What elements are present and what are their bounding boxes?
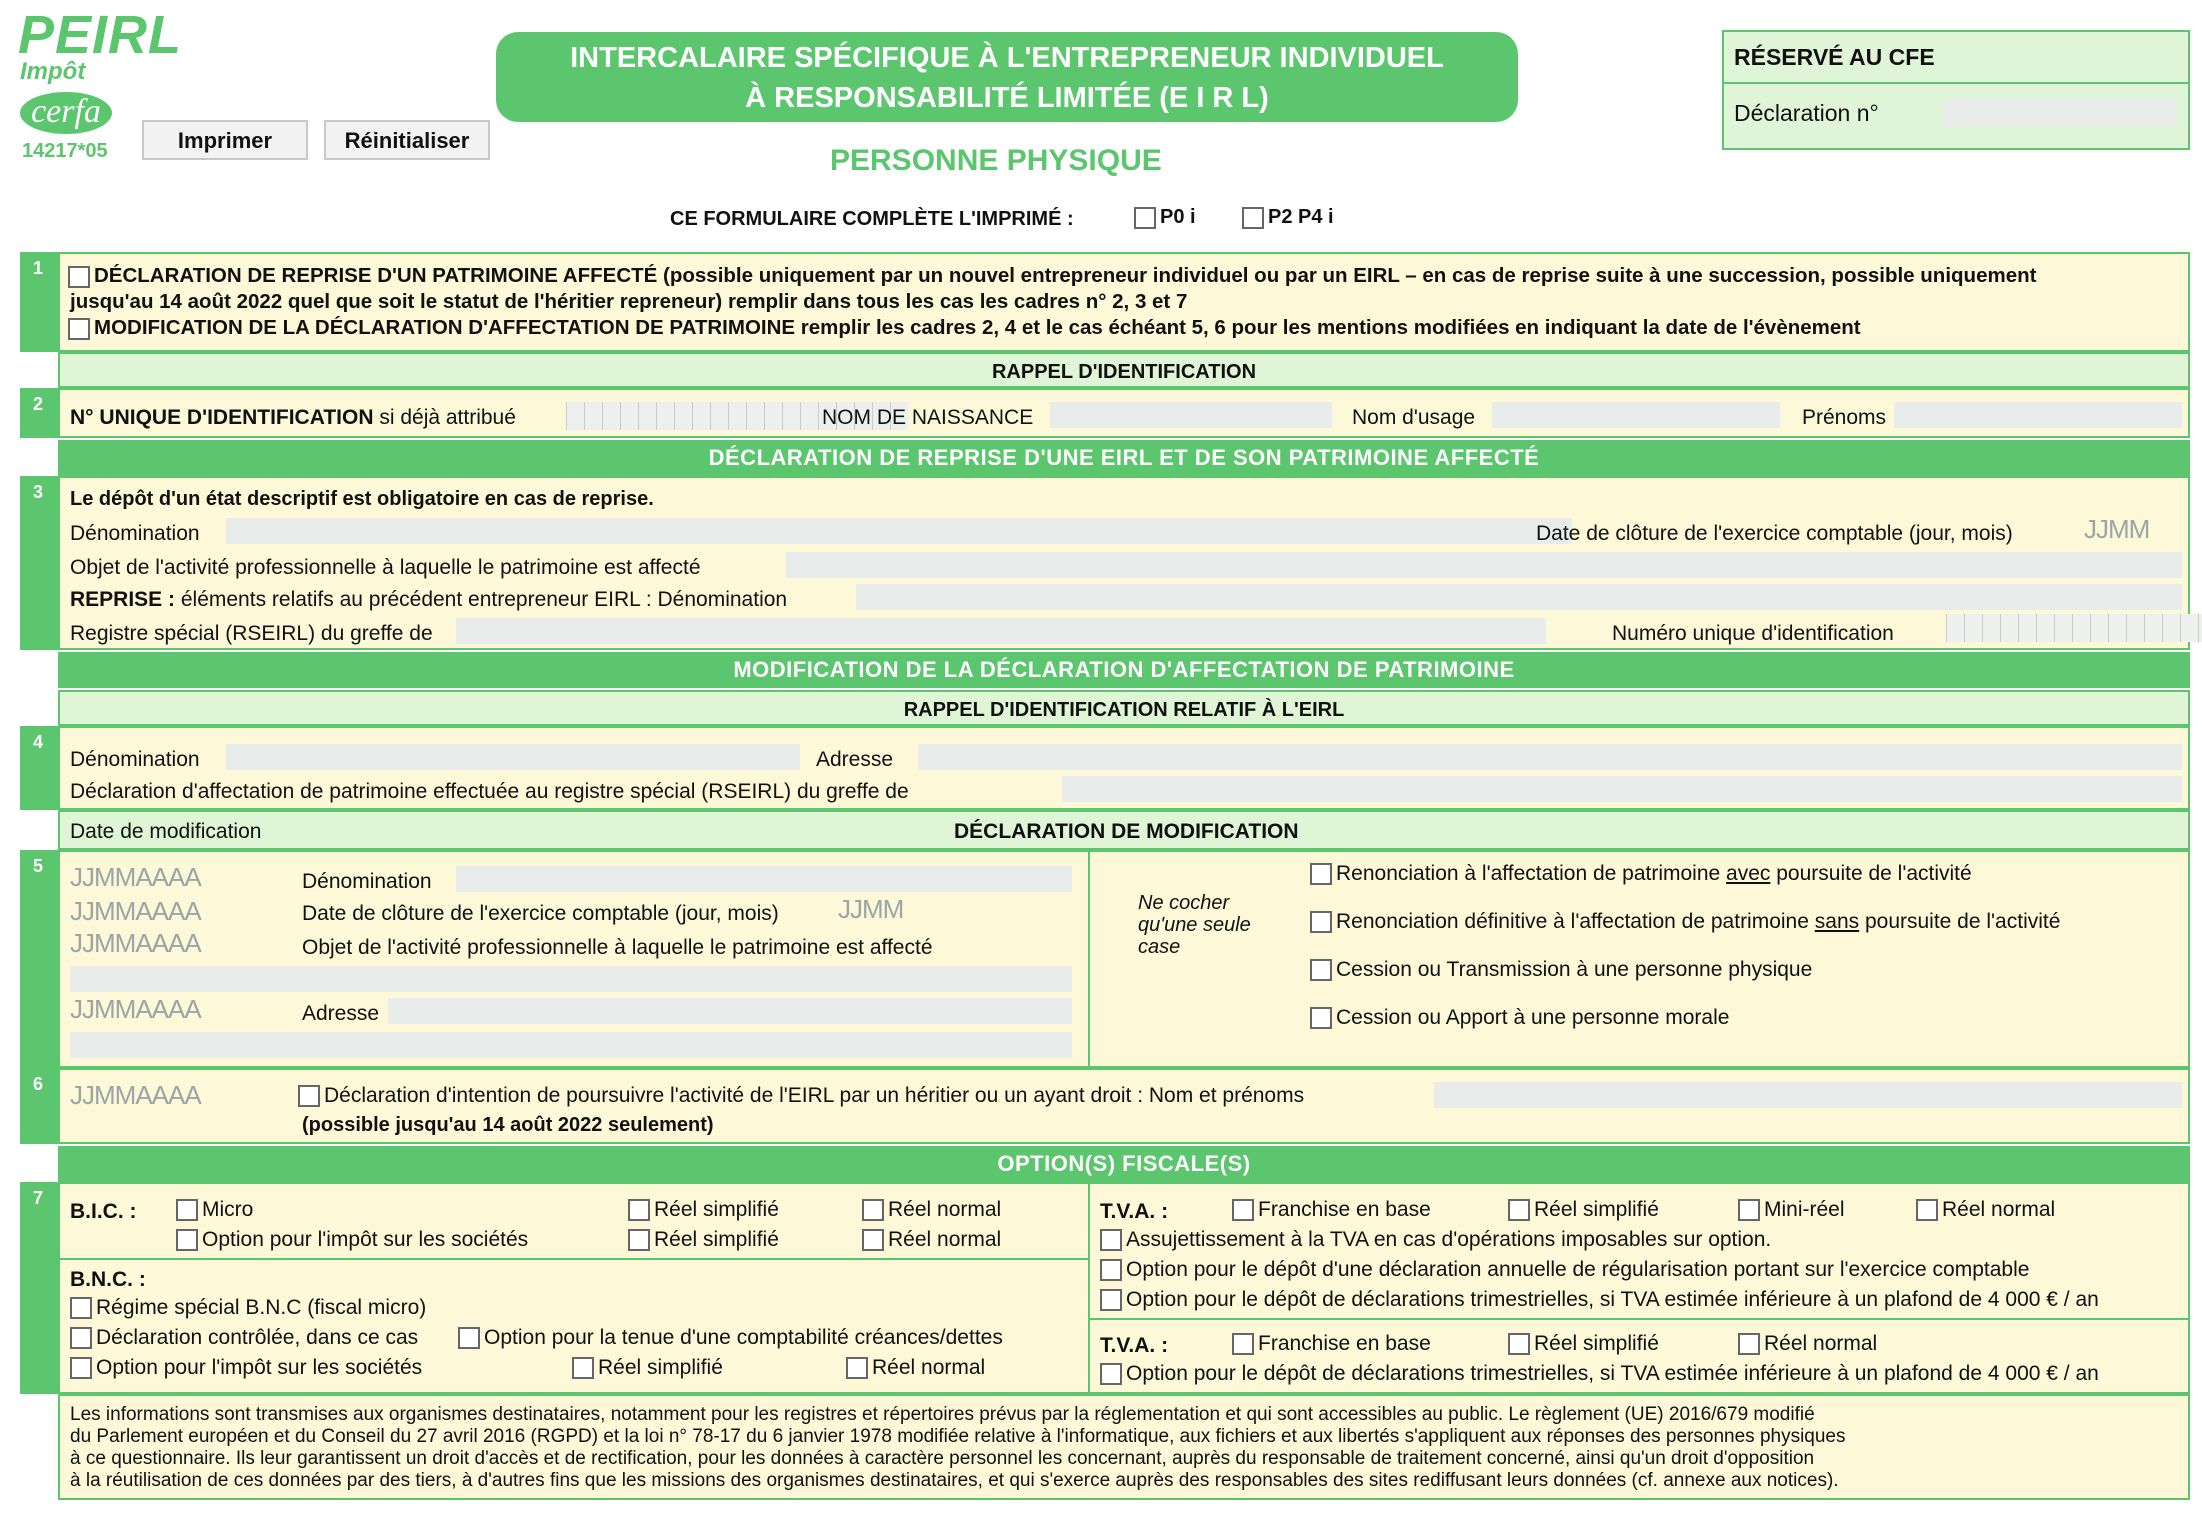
bnc-reel-normal-label: Réel normal [872,1356,986,1379]
section-6 [58,1068,2190,1144]
bic-is-reel-simplifie-checkbox[interactable] [628,1229,650,1251]
reprise-desc-line2: jusqu'au 14 août 2022 quel que soit le statut de l'héritier repreneur) remplir dans tous les cas les cadres n° 2, 3 et 7 [70,290,1188,313]
bic-is-reel-normal-option[interactable] [862,1228,1001,1252]
s5-objet-field[interactable] [70,966,1072,992]
tva2-label: T.V.A. : [1100,1334,1169,1357]
s3-registre-label: Registre spécial (RSEIRL) du greffe de [70,622,433,645]
section-1-num-text: 1 [32,258,43,278]
s3-reprise-desc: éléments relatifs au précédent entrepreneur EIRL : Dénomination [175,588,788,611]
declaration-modification-label: DÉCLARATION DE MODIFICATION [954,820,1299,843]
s4-denomination-field[interactable] [226,744,800,770]
p0-option[interactable] [1134,206,1196,229]
tva2-franchise-checkbox[interactable] [1232,1333,1254,1355]
s5-date-adresse[interactable]: JJMMAAAA [70,994,201,1024]
p0-label: P0 i [1160,206,1196,228]
tva1-reel-normal-checkbox[interactable] [1916,1199,1938,1221]
renonciation-sans-option[interactable] [1310,910,2060,934]
tva2-franchise-option[interactable] [1232,1332,1431,1356]
s3-reprise-field[interactable] [856,584,2182,610]
section-1 [58,252,2190,352]
tva2-reel-normal-option[interactable] [1738,1332,1877,1356]
s6-nom-prenoms-field[interactable] [1434,1082,2182,1108]
completes-label: CE FORMULAIRE COMPLÈTE L'IMPRIMÉ : [670,208,1074,230]
rgpd-line-2: du Parlement européen et du Conseil du 27 avril 2016 (RGPD) et la loi n° 78-17 du 6 janvier 1978 modifiée relative à l'informatique, aux fichiers et aux libertés s'appliquent aux réponses des personnes physiques [70,1426,1846,1447]
rgpd-line-4: à la réutilisation de ces données par des tiers, à d'autres fins que les missions des organismes destinataires, et qui s'exerce auprès des responsables des sites rediffusant leurs données (cf. annexe aux notices). [70,1470,1839,1491]
tva2-reel-normal-label: Réel normal [1764,1332,1878,1355]
s5-adresse-label: Adresse [302,1002,380,1025]
cerfa-logo: cerfa [20,92,112,134]
bnc-controlee-label: Déclaration contrôlée, dans ce cas [96,1326,419,1349]
s3-objet-field[interactable] [786,552,2182,578]
s5-adresse-field[interactable] [388,998,1072,1024]
section-3 [58,476,2190,650]
section-2-number [20,388,58,438]
tva1-annuelle-checkbox[interactable] [1100,1259,1122,1281]
modif-title: MODIFICATION DE LA DÉCLARATION D'AFFECTATION DE PATRIMOINE [94,316,796,339]
s3-numero-field[interactable] [1946,614,2202,642]
p2p4-option[interactable] [1242,206,1334,229]
date-modification-label: Date de modification [70,820,262,843]
s5-cloture-label: Date de clôture de l'exercice comptable (jour, mois) [302,902,779,925]
s5-adresse-field-2[interactable] [70,1032,1072,1058]
tva1-mini-reel-option[interactable] [1738,1198,1845,1222]
form-title-line1: INTERCALAIRE SPÉCIFIQUE À L'ENTREPRENEUR INDIVIDUEL [570,42,1444,74]
bic-reel-normal-checkbox[interactable] [862,1199,884,1221]
tva1-reel-normal-option[interactable] [1916,1198,2055,1222]
cerfa-number: 14217*05 [22,140,108,162]
tva2-reel-simplifie-option[interactable] [1508,1332,1659,1356]
section-5-number [20,850,58,1068]
rappel-eirl-bar: RAPPEL D'IDENTIFICATION RELATIF À L'EIRL [58,690,2190,726]
bic-is-reel-simplifie-label: Réel simplifié [654,1228,779,1251]
reserved-cfe-box [1722,30,2190,150]
bnc-is-label: Option pour l'impôt sur les sociétés [96,1356,423,1379]
tva2-reel-simplifie-label: Réel simplifié [1534,1332,1659,1355]
bnc-reel-simplifie-label: Réel simplifié [598,1356,723,1379]
tva1-assujett-checkbox[interactable] [1100,1229,1122,1251]
form-title [496,32,1518,122]
tva1-reel-normal-label: Réel normal [1942,1198,2056,1221]
modif-desc: remplir les cadres 2, 4 et le cas échéant 5, 6 pour les mentions modifiées en indiquant la date de l'évènement [795,316,1861,339]
s6-intention-checkbox[interactable] [298,1085,320,1107]
bic-is-reel-normal-checkbox[interactable] [862,1229,884,1251]
section-2-num-text: 2 [32,394,43,414]
section-7 [58,1182,2190,1394]
s6-note: (possible jusqu'au 14 août 2022 seulement) [302,1114,714,1136]
reprise-title: DÉCLARATION DE REPRISE D'UN PATRIMOINE AFFECTÉ [94,264,658,287]
tva1-mini-reel-checkbox[interactable] [1738,1199,1760,1221]
reprise-desc: (possible uniquement par un nouvel entrepreneur individuel ou par un EIRL – en cas de reprise suite à une succession, possible uniquement [657,264,2037,287]
bnc-is-option[interactable] [70,1356,422,1380]
nom-naissance-label: NOM DE NAISSANCE [822,406,1034,429]
p2p4-label: P2 P4 i [1268,206,1334,228]
print-button[interactable]: Imprimer [142,120,308,160]
s3-reprise-title: REPRISE : [70,588,176,611]
modification-subheader [58,810,2190,850]
section-3-number [20,476,58,650]
renonciation-avec-label-u: avec [1726,862,1771,885]
bnc-is-checkbox[interactable] [70,1357,92,1379]
tva1-reel-simplifie-label: Réel simplifié [1534,1198,1659,1221]
id-number-note: si déjà attribué [373,406,516,429]
s5-date-denomination[interactable]: JJMMAAAA [70,862,201,892]
section-5-num-text: 5 [32,856,43,876]
s4-denomination-label: Dénomination [70,748,200,771]
id-number-label [70,406,516,430]
s6-date[interactable]: JJMMAAAA [70,1080,201,1110]
section-4 [58,726,2190,810]
bnc-label: B.N.C. : [70,1268,146,1291]
s3-date-cloture-field[interactable]: JJMM [2084,514,2150,544]
section-2 [58,388,2190,438]
form-subtitle: PERSONNE PHYSIQUE [830,144,1162,177]
tva1-mini-reel-label: Mini-réel [1764,1198,1845,1221]
tva1-reel-simplifie-checkbox[interactable] [1508,1199,1530,1221]
single-choice-note-3: case [1138,936,1181,958]
id-number-title: N° UNIQUE D'IDENTIFICATION [70,406,374,429]
tva2-trim-label: Option pour le dépôt de déclarations trimestrielles, si TVA estimée inférieure à un plafond de 4 000 € / an [1126,1362,2099,1385]
tva1-trim-label: Option pour le dépôt de déclarations trimestrielles, si TVA estimée inférieure à un plafond de 4 000 € / an [1126,1288,2099,1311]
tva1-annuelle-label: Option pour le dépôt d'une déclaration annuelle de régularisation portant sur l'exercice comptable [1126,1258,2030,1281]
renonciation-avec-label-a: Renonciation à l'affectation de patrimoine [1336,862,1727,885]
s5-denomination-field[interactable] [456,866,1072,892]
tva1-trim-checkbox[interactable] [1100,1289,1122,1311]
s3-denomination-label: Dénomination [70,522,200,545]
bnc-reel-normal-option[interactable] [846,1356,985,1380]
s3-reprise-label [70,588,787,612]
cession-physique-option[interactable] [1310,958,1812,982]
s4-declaration-field[interactable] [1062,776,2182,802]
s4-declaration-label: Déclaration d'affectation de patrimoine effectuée au registre spécial (RSEIRL) du greffe de [70,780,909,803]
nom-usage-field[interactable] [1492,402,1780,428]
bnc-creances-label: Option pour la tenue d'une comptabilité créances/dettes [484,1326,1003,1349]
prenoms-field[interactable] [1894,402,2182,428]
rappel-identification-bar: RAPPEL D'IDENTIFICATION [58,352,2190,388]
reprise-eirl-bar: DÉCLARATION DE REPRISE D'UNE EIRL ET DE SON PATRIMOINE AFFECTÉ [58,440,2190,476]
section-6-number [20,1068,58,1144]
bic-micro-option[interactable] [176,1198,253,1222]
brand-logo: PEIRL [18,5,183,65]
renonciation-sans-checkbox[interactable] [1310,911,1332,933]
section-4-num-text: 4 [32,732,43,752]
renonciation-avec-option[interactable] [1310,862,1972,886]
s5-date-objet[interactable]: JJMMAAAA [70,928,201,958]
bic-is-option[interactable] [176,1228,528,1252]
modification-bar: MODIFICATION DE LA DÉCLARATION D'AFFECTATION DE PATRIMOINE [58,652,2190,688]
s5-date-cloture[interactable]: JJMMAAAA [70,896,201,926]
section-3-num-text: 3 [32,482,43,502]
form-title-line2: À RESPONSABILITÉ LIMITÉE (E I R L) [745,82,1269,114]
renonciation-avec-label-b: poursuite de l'activité [1770,862,1972,885]
s4-adresse-field[interactable] [918,744,2182,770]
tva1-franchise-option[interactable] [1232,1198,1431,1222]
tva2-trim-option[interactable] [1100,1362,2099,1386]
rgpd-line-1: Les informations sont transmises aux organismes destinataires, notamment pour les registres et répertoires prévus par la réglementation et qui sont accessibles au public. Le règlement (UE) 2016/679 modifié [70,1404,1815,1425]
tva1-label: T.V.A. : [1100,1200,1169,1223]
s4-adresse-label: Adresse [816,748,894,771]
tva1-reel-simplifie-option[interactable] [1508,1198,1659,1222]
bnc-micro-option[interactable] [70,1296,426,1320]
cession-physique-label: Cession ou Transmission à une personne physique [1336,958,1813,981]
s6-intention-label: Déclaration d'intention de poursuivre l'activité de l'EIRL par un héritier ou un ayant droit : Nom et prénoms [324,1084,1305,1107]
bnc-micro-checkbox[interactable] [70,1297,92,1319]
section-7-number [20,1182,58,1394]
section-5 [58,850,2190,1068]
single-choice-note-2: qu'une seule [1138,914,1251,936]
bic-is-checkbox[interactable] [176,1229,198,1251]
reprise-intro: Le dépôt d'un état descriptif est obligatoire en cas de reprise. [70,488,654,510]
tva1-franchise-checkbox[interactable] [1232,1199,1254,1221]
cession-morale-label: Cession ou Apport à une personne morale [1336,1006,1730,1029]
s3-registre-field[interactable] [456,618,1546,644]
s5-objet-label: Objet de l'activité professionnelle à laquelle le patrimoine est affecté [302,936,933,959]
bnc-micro-label: Régime spécial B.N.C (fiscal micro) [96,1296,427,1319]
bnc-reel-simplifie-checkbox[interactable] [572,1357,594,1379]
renonciation-avec-checkbox[interactable] [1310,863,1332,885]
bic-reel-normal-label: Réel normal [888,1198,1002,1221]
tva2-franchise-label: Franchise en base [1258,1332,1431,1355]
bic-micro-checkbox[interactable] [176,1199,198,1221]
brand-subtitle: Impôt [20,58,86,85]
cession-physique-checkbox[interactable] [1310,959,1332,981]
section-6-num-text: 6 [32,1074,43,1094]
tva2-trim-checkbox[interactable] [1100,1363,1122,1385]
declaration-number-label: Déclaration n° [1734,100,1879,126]
reprise-checkbox[interactable] [68,266,90,288]
tva2-reel-simplifie-checkbox[interactable] [1508,1333,1530,1355]
bic-reel-simplifie-option[interactable] [628,1198,779,1222]
reserved-cfe-title: RÉSERVÉ AU CFE [1734,44,1935,70]
bnc-controlee-option[interactable] [70,1326,418,1350]
tva1-franchise-label: Franchise en base [1258,1198,1431,1221]
single-choice-note-1: Ne cocher [1138,892,1230,914]
bnc-controlee-checkbox[interactable] [70,1327,92,1349]
rgpd-line-3: à ce questionnaire. Ils leur garantissent un droit d'accès et de rectification, pour les données à caractère personnel les concernant, auprès du responsable de traitement concerné, ainsi qu'un droit d'opposition [70,1448,1815,1469]
single-choice-note [1138,892,1251,958]
declaration-number-field[interactable] [1944,98,2176,126]
bic-is-reel-simplifie-option[interactable] [628,1228,779,1252]
bic-is-reel-normal-label: Réel normal [888,1228,1002,1251]
modif-checkbox[interactable] [68,318,90,340]
tva1-trim-option[interactable] [1100,1288,2099,1312]
bnc-creances-option[interactable] [458,1326,1003,1350]
nom-naissance-field[interactable] [1050,402,1332,428]
renonciation-sans-label-u: sans [1814,910,1860,933]
p0-checkbox[interactable] [1134,207,1156,229]
p2p4-checkbox[interactable] [1242,207,1264,229]
s5-denomination-label: Dénomination [302,870,432,893]
bic-is-label: Option pour l'impôt sur les sociétés [202,1228,529,1251]
s6-intention-option[interactable] [298,1084,1304,1108]
s3-objet-label: Objet de l'activité professionnelle à laquelle le patrimoine est affecté [70,556,701,579]
cession-morale-checkbox[interactable] [1310,1007,1332,1029]
renonciation-sans-label-b: poursuite de l'activité [1859,910,2061,933]
cession-morale-option[interactable] [1310,1006,1729,1030]
tva1-annuelle-option[interactable] [1100,1258,2029,1282]
renonciation-sans-label-a: Renonciation définitive à l'affectation de patrimoine [1336,910,1815,933]
bnc-creances-checkbox[interactable] [458,1327,480,1349]
section-1-number [20,252,58,352]
bnc-reel-simplifie-option[interactable] [572,1356,723,1380]
bic-reel-simplifie-label: Réel simplifié [654,1198,779,1221]
modif-option[interactable] [68,316,1861,340]
reset-button[interactable]: Réinitialiser [324,120,490,160]
section-4-number [20,726,58,810]
s3-denomination-field[interactable] [226,518,1572,544]
bic-reel-normal-option[interactable] [862,1198,1001,1222]
nom-usage-label: Nom d'usage [1352,406,1476,429]
s5-cloture-field[interactable]: JJMM [838,894,904,924]
options-fiscales-bar: OPTION(S) FISCALE(S) [58,1146,2190,1182]
bic-micro-label: Micro [202,1198,254,1221]
section-7-num-text: 7 [32,1188,43,1208]
tva2-reel-normal-checkbox[interactable] [1738,1333,1760,1355]
prenoms-label: Prénoms [1802,406,1887,429]
rgpd-notice [58,1394,2190,1500]
s3-numero-label: Numéro unique d'identification [1612,622,1894,645]
bic-label: B.I.C. : [70,1200,137,1223]
reprise-option[interactable] [68,264,2036,288]
bic-reel-simplifie-checkbox[interactable] [628,1199,650,1221]
bnc-reel-normal-checkbox[interactable] [846,1357,868,1379]
s3-date-cloture-label: Date de clôture de l'exercice comptable (jour, mois) [1536,522,2013,545]
tva1-assujett-option[interactable] [1100,1228,1771,1252]
tva1-assujett-label: Assujettissement à la TVA en cas d'opérations imposables sur option. [1126,1228,1772,1251]
